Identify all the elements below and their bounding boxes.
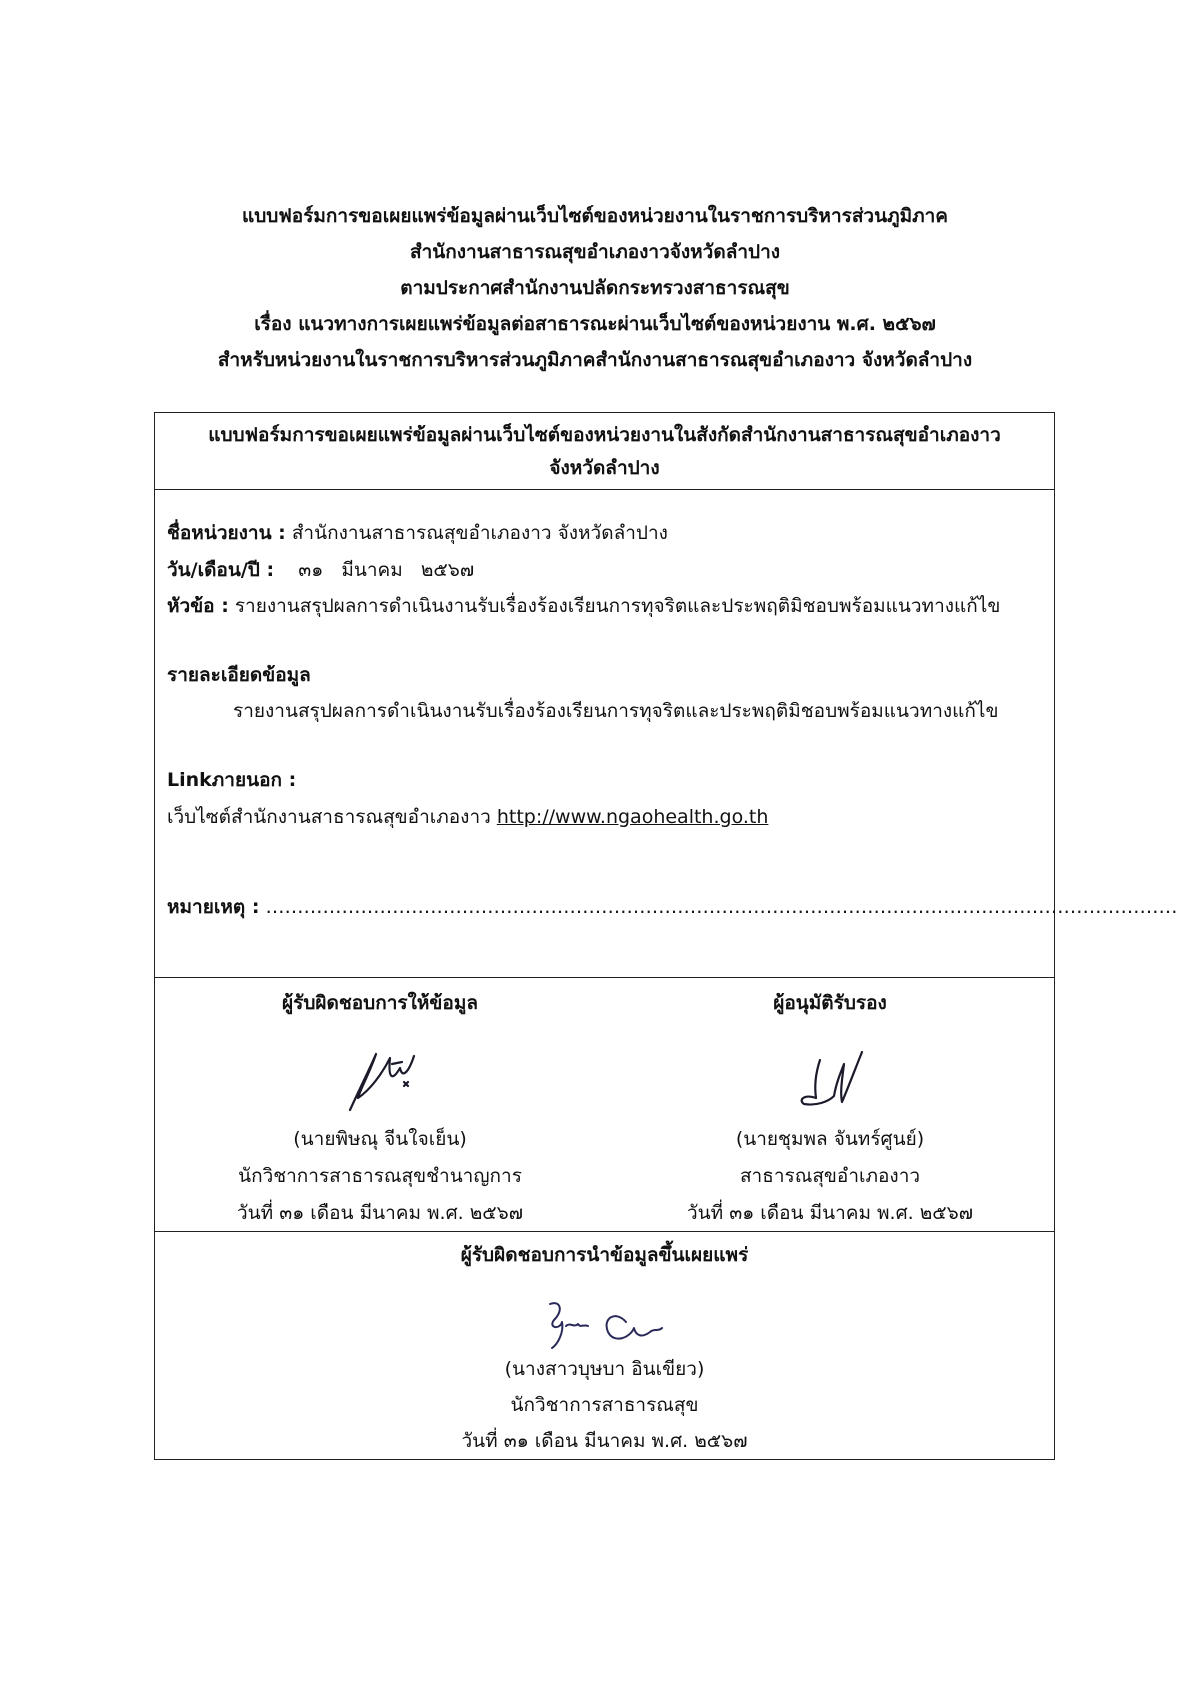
header-line-1: แบบฟอร์มการขอเผยแพร่ข้อมูลผ่านเว็บไซต์ของหน่วยงานในราชการบริหารส่วนภูมิภาค: [241, 205, 949, 227]
publisher-title: ผู้รับผิดชอบการนำข้อมูลขึ้นเผยแพร่: [460, 1244, 749, 1266]
form-title: [155, 413, 1054, 490]
detail-value: รายงานสรุปผลการดำเนินงานรับเรื่องร้องเรียนการทุจริตและประพฤติมิชอบพร้อมแนวทางแก้ไข: [233, 700, 999, 722]
agency-row: [167, 518, 668, 548]
header-line-2: สำนักงานสาธารณสุขอำเภองาวจังหวัดลำปาง: [409, 241, 781, 263]
approver-signature-image: [780, 1038, 880, 1118]
form-title-line-2: จังหวัดลำปาง: [549, 457, 660, 479]
note-label: หมายเหตุ :: [167, 896, 260, 918]
link-row: [167, 802, 768, 832]
header-line-3: ตามประกาศสำนักงานปลัดกระทรวงสาธารณสุข: [400, 277, 790, 299]
agency-value: สำนักงานสาธารณสุขอำเภองาว จังหวัดลำปาง: [285, 522, 668, 544]
publisher-date: วันที่ ๓๑ เดือน มีนาคม พ.ศ. ๒๕๖๗: [461, 1430, 748, 1452]
approver-title: ผู้อนุมัติรับรอง: [773, 992, 887, 1014]
topic-value: รายงานสรุปผลการดำเนินงานรับเรื่องร้องเรียนการทุจริตและประพฤติมิชอบพร้อมแนวทางแก้ไข: [228, 595, 1001, 617]
provider-name: (นายพิษณุ จีนใจเย็น): [293, 1128, 467, 1150]
approver-name: (นายชุมพล จันทร์ศูนย์): [735, 1128, 925, 1150]
publish-request-form: [154, 412, 1178, 1460]
provider-title: ผู้รับผิดชอบการให้ข้อมูล: [282, 992, 478, 1014]
provider-signature-image: [330, 1038, 430, 1118]
topic-row: [167, 591, 1000, 621]
provider-date: วันที่ ๓๑ เดือน มีนาคม พ.ศ. ๒๕๖๗: [237, 1202, 523, 1224]
date-row: [167, 555, 474, 585]
note-row: [167, 892, 1177, 922]
publisher-section: [155, 1232, 1054, 1460]
topic-label: หัวข้อ :: [167, 595, 229, 617]
publisher-name: (นางสาวบุษบา อินเขียว): [504, 1358, 705, 1380]
form-body: [155, 490, 1178, 978]
link-prefix: เว็บไซต์สำนักงานสาธารณสุขอำเภองาว: [167, 806, 497, 828]
note-value: ………………………………………………………………………………………………………………………………: [259, 896, 1178, 918]
date-label: วัน/เดือน/ปี :: [167, 559, 275, 581]
publisher-position: นักวิชาการสาธารณสุข: [510, 1394, 699, 1416]
provider-position: นักวิชาการสาธารณสุขชำนาญการ: [238, 1165, 522, 1187]
agency-label: ชื่อหน่วยงาน :: [167, 522, 286, 544]
header-line-4: เรื่อง แนวทางการเผยแพร่ข้อมูลต่อสาธารณะผ่านเว็บไซต์ของหน่วยงาน พ.ศ. ๒๕๖๗: [254, 313, 936, 335]
signature-section: [155, 978, 1054, 1232]
link-label: Linkภายนอก :: [167, 769, 297, 791]
approver-date: วันที่ ๓๑ เดือน มีนาคม พ.ศ. ๒๕๖๗: [687, 1202, 973, 1224]
website-link[interactable]: http://www.ngaohealth.go.th: [496, 806, 769, 828]
document-header: [0, 198, 1190, 378]
header-line-5: สำหรับหน่วยงานในราชการบริหารส่วนภูมิภาคสำนักงานสาธารณสุขอำเภองาว จังหวัดลำปาง: [217, 349, 973, 371]
date-value: ๓๑ มีนาคม ๒๕๖๗: [274, 559, 475, 581]
publisher-signature-image: [530, 1292, 680, 1352]
approver-position: สาธารณสุขอำเภองาว: [739, 1165, 921, 1187]
form-title-line-1: แบบฟอร์มการขอเผยแพร่ข้อมูลผ่านเว็บไซต์ของหน่วยงานในสังกัดสำนักงานสาธารณสุขอำเภองาว: [208, 424, 1001, 446]
detail-label: รายละเอียดข้อมูล: [167, 664, 311, 686]
